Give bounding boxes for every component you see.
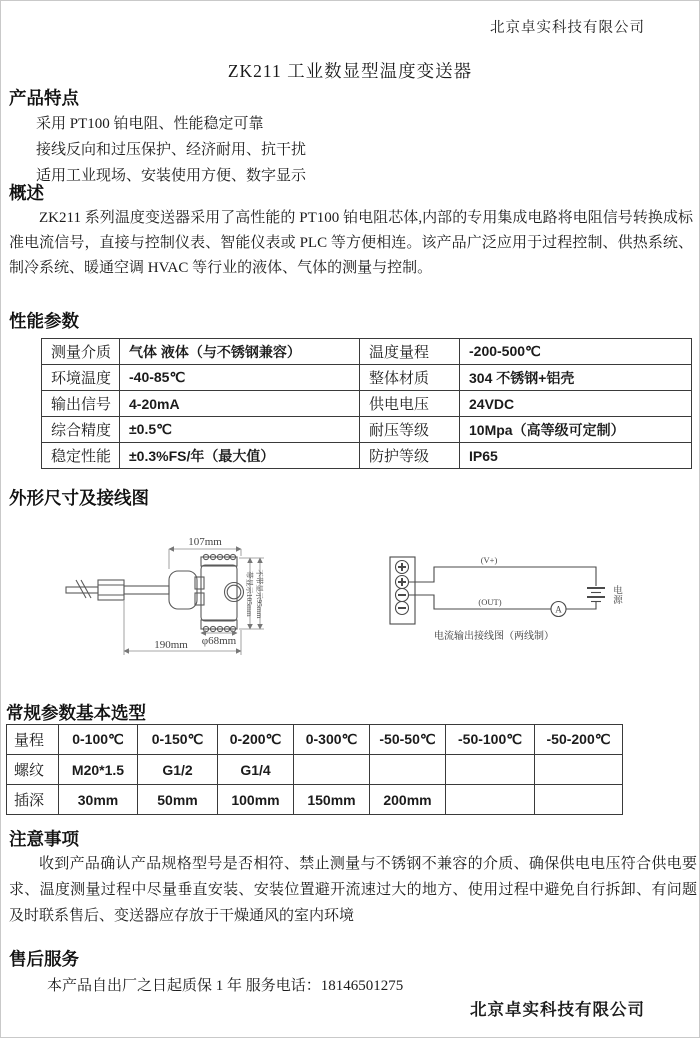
perf-value: -200-500℃ <box>460 339 692 365</box>
features-list <box>36 111 306 189</box>
table-row <box>42 365 692 391</box>
table-row <box>7 755 623 785</box>
selection-table <box>6 724 623 815</box>
selection-cell: 0-200℃ <box>218 725 294 755</box>
page-title: ZK211 工业数显型温度变送器 <box>227 61 473 81</box>
dimension-drawing <box>31 501 361 673</box>
selection-cell: 0-300℃ <box>294 725 370 755</box>
selection-cell: 0-100℃ <box>59 725 138 755</box>
dim-label-with-display: 带显示105mm <box>245 571 254 617</box>
selection-cell: M20*1.5 <box>59 755 138 785</box>
service-line: 本产品自出厂之日起质保 1 年 服务电话：18146501275 <box>47 978 404 994</box>
overview-paragraph: ZK211 系列温度变送器采用了高性能的 PT100 铂电阻芯体,内部的专用集成电路将电阻信号转换成标准电流信号，直接与控制仪表、智能仪表或 PLC 等方便相连。该产品广泛应用于过程控制、供热系统、制冷系统、暖通空调 HVAC 等行业的液体、气体的测量与控制。 <box>9 210 693 276</box>
table-row <box>42 443 692 469</box>
selection-cell: 30mm <box>59 785 138 815</box>
perf-label: 稳定性能 <box>42 443 120 469</box>
selection-cell <box>446 785 535 815</box>
perf-label: 供电电压 <box>360 391 460 417</box>
feature-item: 采用 PT100 铂电阻、性能稳定可靠 <box>36 116 264 132</box>
notes-paragraph: 收到产品确认产品规格型号是否相符、禁止测量与不锈钢不兼容的介质、确保供电电压符合供电要求、温度测量过程中尽量垂直安装、安装位置避开流速过大的地方、使用过程中避免自行拆卸、有问题及时联系售后、变送器应存放于干燥通风的室内环境 <box>9 856 697 924</box>
selection-cell <box>446 755 535 785</box>
selection-cell: 150mm <box>294 785 370 815</box>
selection-cell: -50-100℃ <box>446 725 535 755</box>
perf-label: 输出信号 <box>42 391 120 417</box>
ammeter-icon: A <box>555 604 562 615</box>
table-row <box>42 339 692 365</box>
performance-heading: 性能参数 <box>9 311 79 331</box>
selection-cell <box>535 755 623 785</box>
wire-label-out: (OUT) <box>478 597 502 607</box>
dimensions-heading: 外形尺寸及接线图 <box>9 488 149 508</box>
perf-label: 整体材质 <box>360 365 460 391</box>
selection-row-label: 螺纹 <box>7 755 59 785</box>
performance-table <box>41 338 692 469</box>
selection-cell: 50mm <box>138 785 218 815</box>
wiring-caption: 电流输出接线图（两线制） <box>434 631 554 642</box>
selection-row-label: 量程 <box>7 725 59 755</box>
wiring-diagram <box>376 539 666 649</box>
selection-cell: -50-200℃ <box>535 725 623 755</box>
perf-value: 4-20mA <box>120 391 360 417</box>
perf-label: 防护等级 <box>360 443 460 469</box>
selection-cell <box>294 755 370 785</box>
selection-cell: 200mm <box>370 785 446 815</box>
selection-cell: G1/4 <box>218 755 294 785</box>
selection-cell <box>370 755 446 785</box>
wiring-lines <box>390 557 605 624</box>
perf-value: IP65 <box>460 443 692 469</box>
feature-item: 适用工业现场、安装使用方便、数字显示 <box>36 168 307 184</box>
dim-label-68mm: φ68mm <box>201 635 237 647</box>
dim-label-no-display: 不带显示95mm <box>255 569 264 619</box>
feature-item: 接线反向和过压保护、经济耐用、抗干扰 <box>36 142 307 158</box>
company-header: 北京卓实科技有限公司 <box>490 20 645 36</box>
table-row <box>42 391 692 417</box>
perf-label: 温度量程 <box>360 339 460 365</box>
perf-value: 气体 液体（与不锈钢兼容） <box>120 339 360 365</box>
perf-label: 综合精度 <box>42 417 120 443</box>
footer-company: 北京卓实科技有限公司 <box>470 1001 645 1019</box>
transmitter-outline-icon <box>66 554 244 631</box>
perf-value: 10Mpa（高等级可定制） <box>460 417 692 443</box>
notes-heading: 注意事项 <box>9 829 79 849</box>
table-row <box>7 725 623 755</box>
features-heading: 产品特点 <box>9 88 79 108</box>
perf-label: 测量介质 <box>42 339 120 365</box>
perf-label: 环境温度 <box>42 365 120 391</box>
service-heading: 售后服务 <box>9 949 79 969</box>
perf-value: 304 不锈钢+铝壳 <box>460 365 692 391</box>
overview-heading: 概述 <box>9 183 44 203</box>
selection-cell: -50-50℃ <box>370 725 446 755</box>
selection-cell <box>535 785 623 815</box>
selection-cell: 100mm <box>218 785 294 815</box>
perf-label: 耐压等级 <box>360 417 460 443</box>
dimension-lines <box>124 549 264 655</box>
selection-cell: G1/2 <box>138 755 218 785</box>
dim-label-190mm: 190mm <box>154 639 188 651</box>
selection-row-label: 插深 <box>7 785 59 815</box>
perf-value: ±0.5℃ <box>120 417 360 443</box>
selection-cell: 0-150℃ <box>138 725 218 755</box>
power-supply-label: 电源 <box>611 585 621 604</box>
selection-heading: 常规参数基本选型 <box>6 703 146 723</box>
wire-label-vplus: (V+) <box>480 555 498 565</box>
table-row <box>42 417 692 443</box>
perf-value: -40-85℃ <box>120 365 360 391</box>
perf-value: 24VDC <box>460 391 692 417</box>
table-row <box>7 785 623 815</box>
dim-label-107mm: 107mm <box>188 536 222 548</box>
perf-value: ±0.3%FS/年（最大值） <box>120 443 360 469</box>
